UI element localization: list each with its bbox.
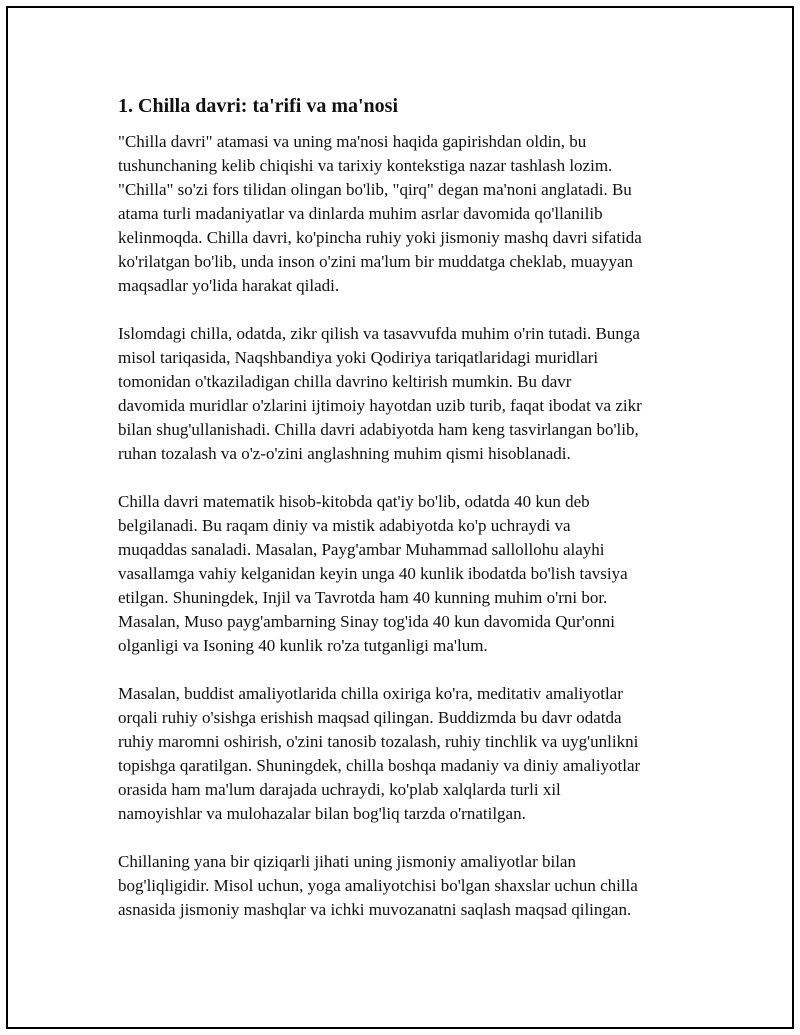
text-line: belgilanadi. Bu raqam diniy va mistik adabiyotda ko'p uchraydi va — [118, 516, 571, 535]
text-line: ruhiy maromni oshirish, o'zini tanosib tozalash, ruhiy tinchlik va uyg'unlikni — [118, 732, 639, 751]
text-line: Islomdagi chilla, odatda, zikr qilish va tasavvufda muhim o'rin tutadi. Bunga — [118, 324, 640, 343]
text-line: vasallamga vahiy kelganidan keyin unga 40 kunlik ibodatda bo'lish tavsiya — [118, 564, 628, 583]
text-line: "Chilla davri" atamasi va uning ma'nosi haqida gapirishdan oldin, bu — [118, 132, 587, 151]
text-line: tomonidan o'tkaziladigan chilla davrino keltirish mumkin. Bu davr — [118, 372, 572, 391]
text-line: misol tariqasida, Naqshbandiya yoki Qodiriya tariqatlaridagi muridlari — [118, 348, 599, 367]
paragraph-1 — [118, 130, 698, 298]
paragraph-3 — [118, 490, 698, 658]
text-line: asnasida jismoniy mashqlar va ichki muvozanatni saqlash maqsad qilingan. — [118, 900, 632, 919]
text-line: orasida ham ma'lum darajada uchraydi, ko'plab xalqlarda turli xil — [118, 780, 561, 799]
paragraph-2 — [118, 322, 698, 466]
text-line: Masalan, buddist amaliyotlarida chilla oxiriga ko'ra, meditativ amaliyotlar — [118, 684, 623, 703]
text-line: maqsadlar yo'lida harakat qiladi. — [118, 276, 340, 295]
text-line: Chillaning yana bir qiziqarli jihati uning jismoniy amaliyotlar bilan — [118, 852, 576, 871]
text-line: kelinmoqda. Chilla davri, ko'pincha ruhiy yoki jismoniy mashq davri sifatida — [118, 228, 642, 247]
text-line: atama turli madaniyatlar va dinlarda muhim asrlar davomida qo'llanilib — [118, 204, 603, 223]
paragraph-4 — [118, 682, 698, 826]
text-line: bog'liqligidir. Misol uchun, yoga amaliyotchisi bo'lgan shaxslar uchun chilla — [118, 876, 638, 895]
paragraph-5 — [118, 850, 698, 922]
text-line: topishga qaratilgan. Shuningdek, chilla boshqa madaniy va diniy amaliyotlar — [118, 756, 641, 775]
text-line: Chilla davri matematik hisob-kitobda qat'iy bo'lib, odatda 40 kun deb — [118, 492, 590, 511]
text-line: etilgan. Shuningdek, Injil va Tavrotda ham 40 kunning muhim o'rni bor. — [118, 588, 608, 607]
text-line: davomida muridlar o'zlarini ijtimoiy hayotdan uzib turib, faqat ibodat va zikr — [118, 396, 642, 415]
text-line: olganligi va Isoning 40 kunlik ro'za tutganligi ma'lum. — [118, 636, 488, 655]
text-line: ruhan tozalash va o'z-o'zini anglashning muhim qismi hisoblanadi. — [118, 444, 571, 463]
section-heading: 1. Chilla davri: ta'rifi va ma'nosi — [118, 95, 398, 117]
text-line: muqaddas sanaladi. Masalan, Payg'ambar Muhammad sallollohu alayhi — [118, 540, 605, 559]
text-line: tushunchaning kelib chiqishi va tarixiy kontekstiga nazar tashlash lozim. — [118, 156, 613, 175]
text-line: Masalan, Muso payg'ambarning Sinay tog'ida 40 kun davomida Qur'onni — [118, 612, 615, 631]
document-body — [118, 92, 698, 946]
text-line: namoyishlar va mulohazalar bilan bog'liq tarzda o'rnatilgan. — [118, 804, 526, 823]
text-line: bilan shug'ullanishadi. Chilla davri adabiyotda ham keng tasvirlangan bo'lib, — [118, 420, 639, 439]
text-line: orqali ruhiy o'sishga erishish maqsad qilingan. Buddizmda bu davr odatda — [118, 708, 622, 727]
text-line: ko'rilatgan bo'lib, unda inson o'zini ma'lum bir muddatga cheklab, muayyan — [118, 252, 634, 271]
text-line: "Chilla" so'zi fors tilidan olingan bo'lib, "qirq" degan ma'noni anglatadi. Bu — [118, 180, 632, 199]
